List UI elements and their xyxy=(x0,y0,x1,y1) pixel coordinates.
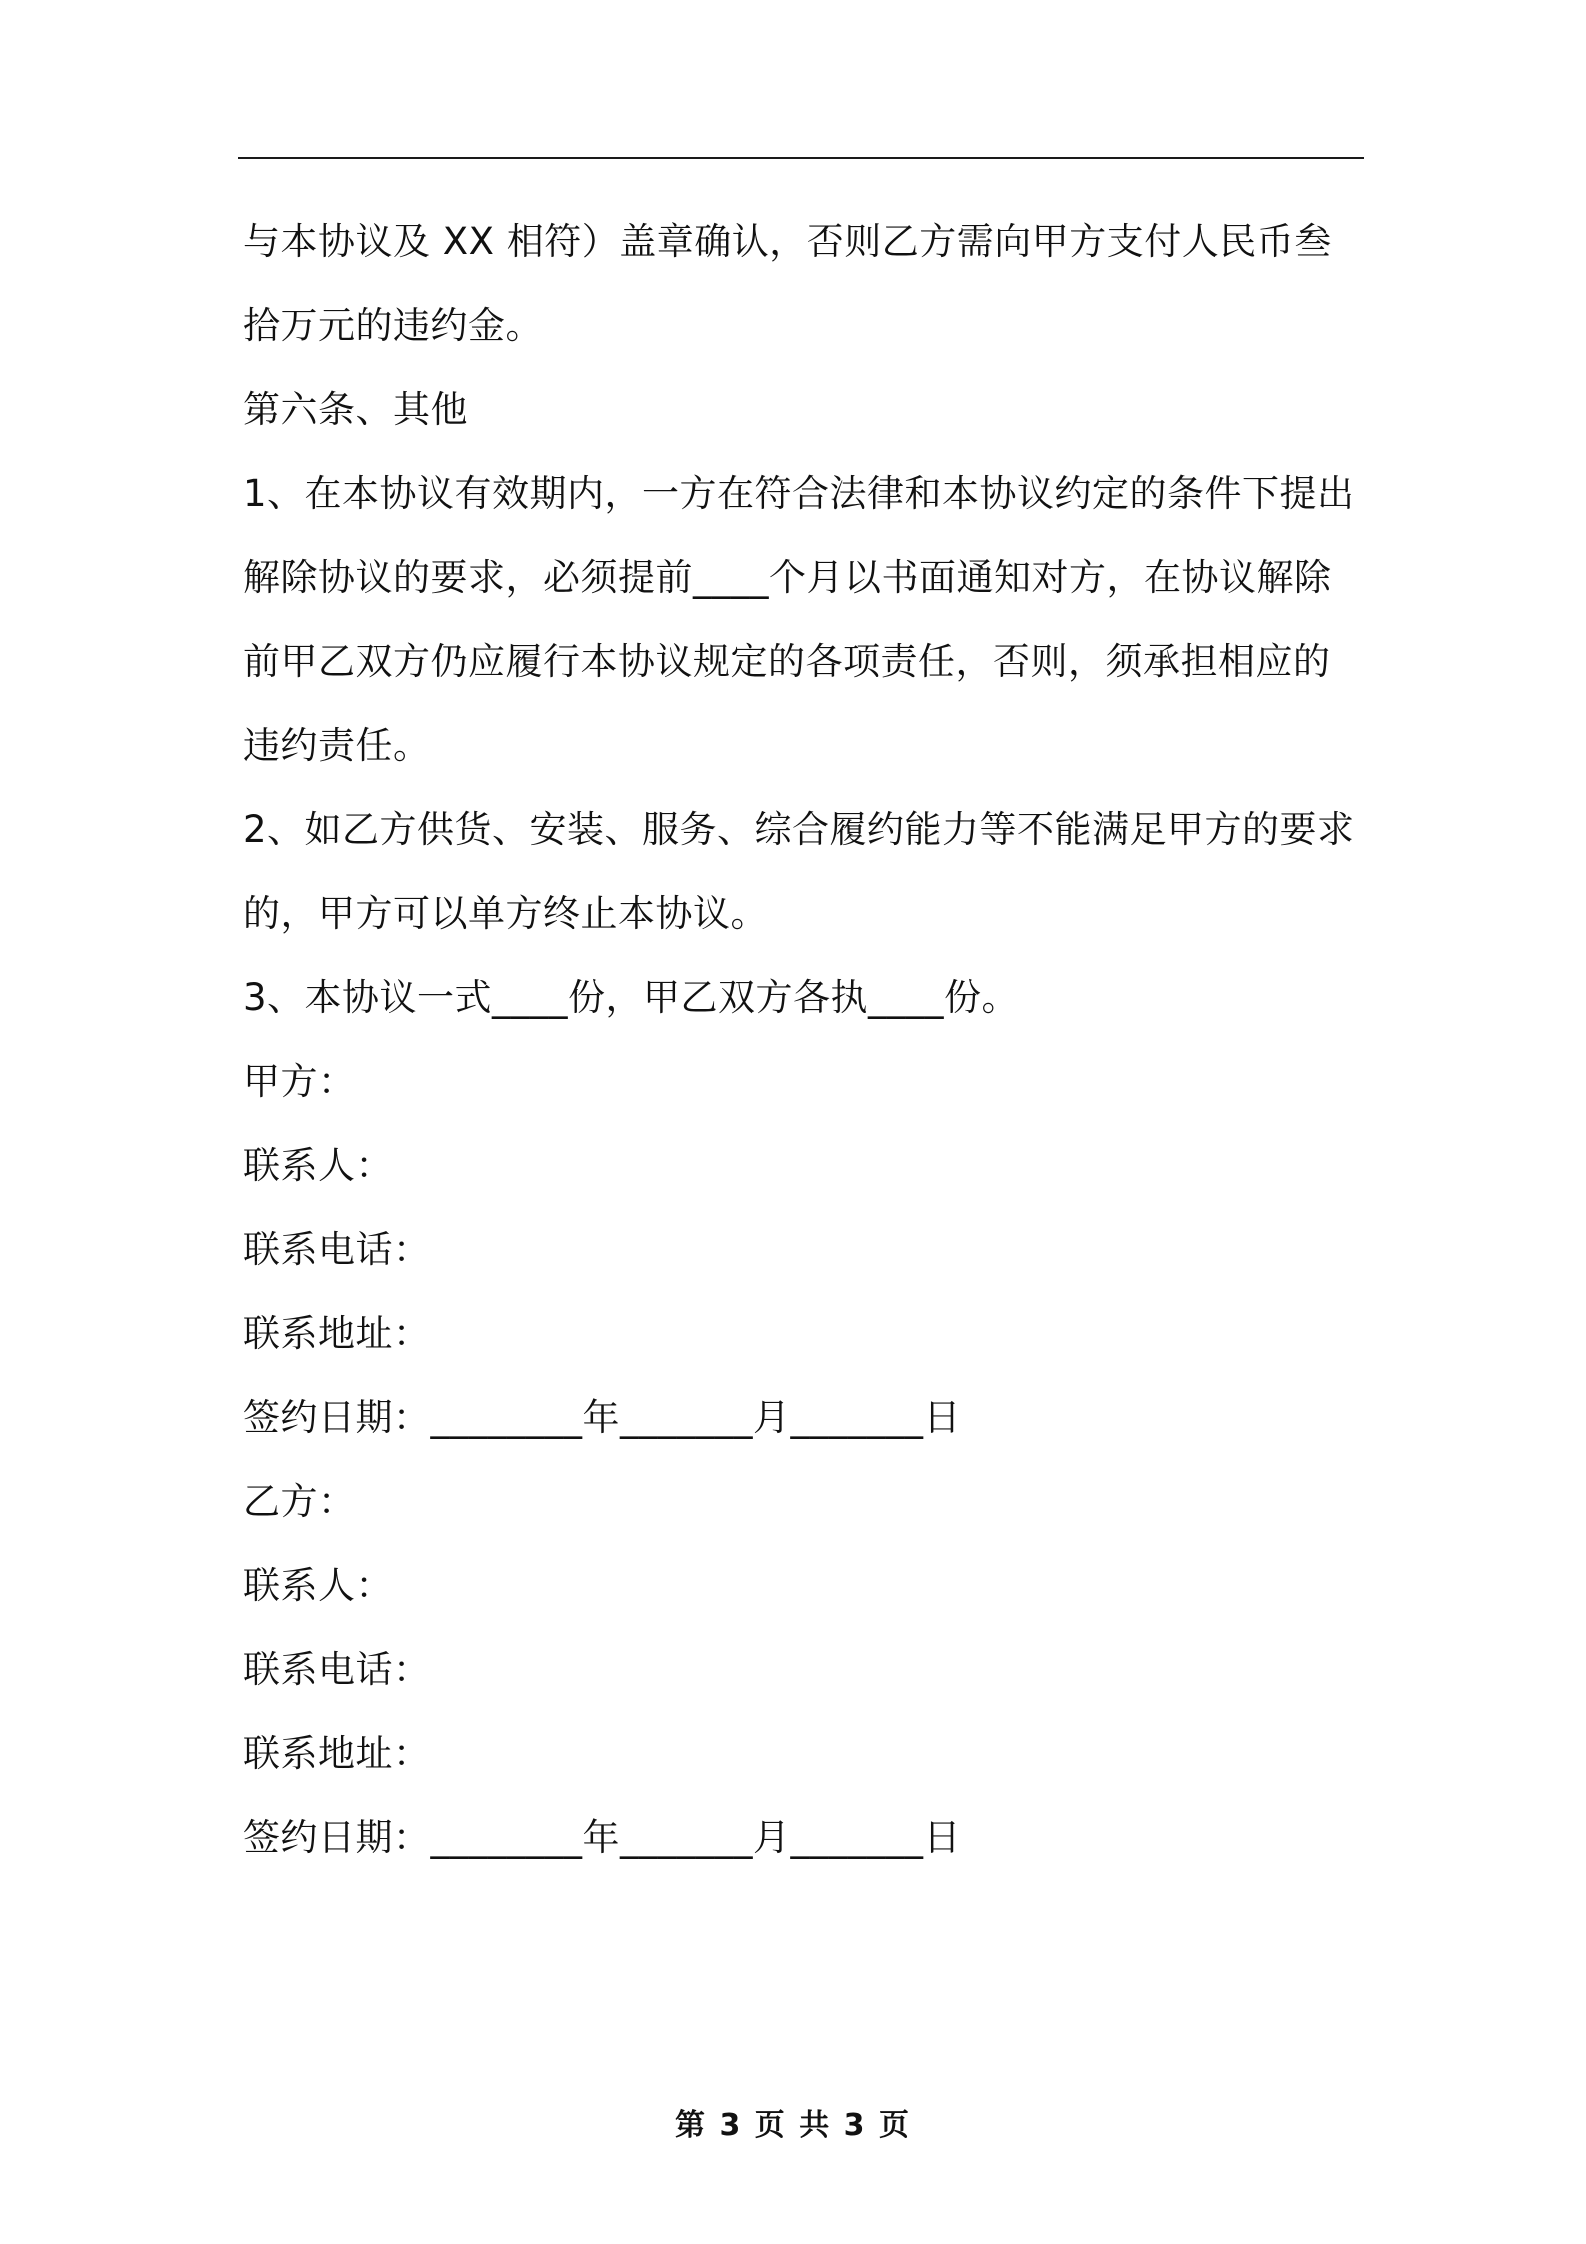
party-a-sign-date: 签约日期：________年_______月_______日 xyxy=(243,1396,961,1439)
party-b-block xyxy=(243,1460,1363,1880)
party-a-block xyxy=(243,1040,1363,1460)
party-a-contact-address: 联系地址： xyxy=(243,1312,431,1355)
header-divider xyxy=(238,157,1364,159)
party-a-label: 甲方： xyxy=(243,1060,356,1103)
party-b-contact-address: 联系地址： xyxy=(243,1732,431,1775)
document-body xyxy=(243,200,1363,1880)
party-b-sign-date: 签约日期：________年_______月_______日 xyxy=(243,1816,961,1859)
clause-3-copies: 3、本协议一式____份，甲乙双方各执____份。 xyxy=(243,976,1020,1019)
section-heading-other: 第六条、其他 xyxy=(243,388,468,431)
party-b-contact-phone: 联系电话： xyxy=(243,1648,431,1691)
party-a-contact-phone: 联系电话： xyxy=(243,1228,431,1271)
party-a-contact-person: 联系人： xyxy=(243,1144,393,1187)
page-indicator: 第 3 页 共 3 页 xyxy=(675,2108,911,2143)
paragraph-penalty: 与本协议及 XX 相符）盖章确认，否则乙方需向甲方支付人民币叁拾万元的违约金。 xyxy=(243,220,1332,347)
party-b-contact-person: 联系人： xyxy=(243,1564,393,1607)
clause-1-termination: 1、在本协议有效期内，一方在符合法律和本协议约定的条件下提出解除协议的要求，必须提前____个月以书面通知对方，在协议解除前甲乙双方仍应履行本协议规定的各项责任，否则，须承担相应的违约责任。 xyxy=(243,472,1355,767)
clause-2-unilateral-termination: 2、如乙方供货、安装、服务、综合履约能力等不能满足甲方的要求的，甲方可以单方终止本协议。 xyxy=(243,808,1355,935)
party-b-label: 乙方： xyxy=(243,1480,356,1523)
